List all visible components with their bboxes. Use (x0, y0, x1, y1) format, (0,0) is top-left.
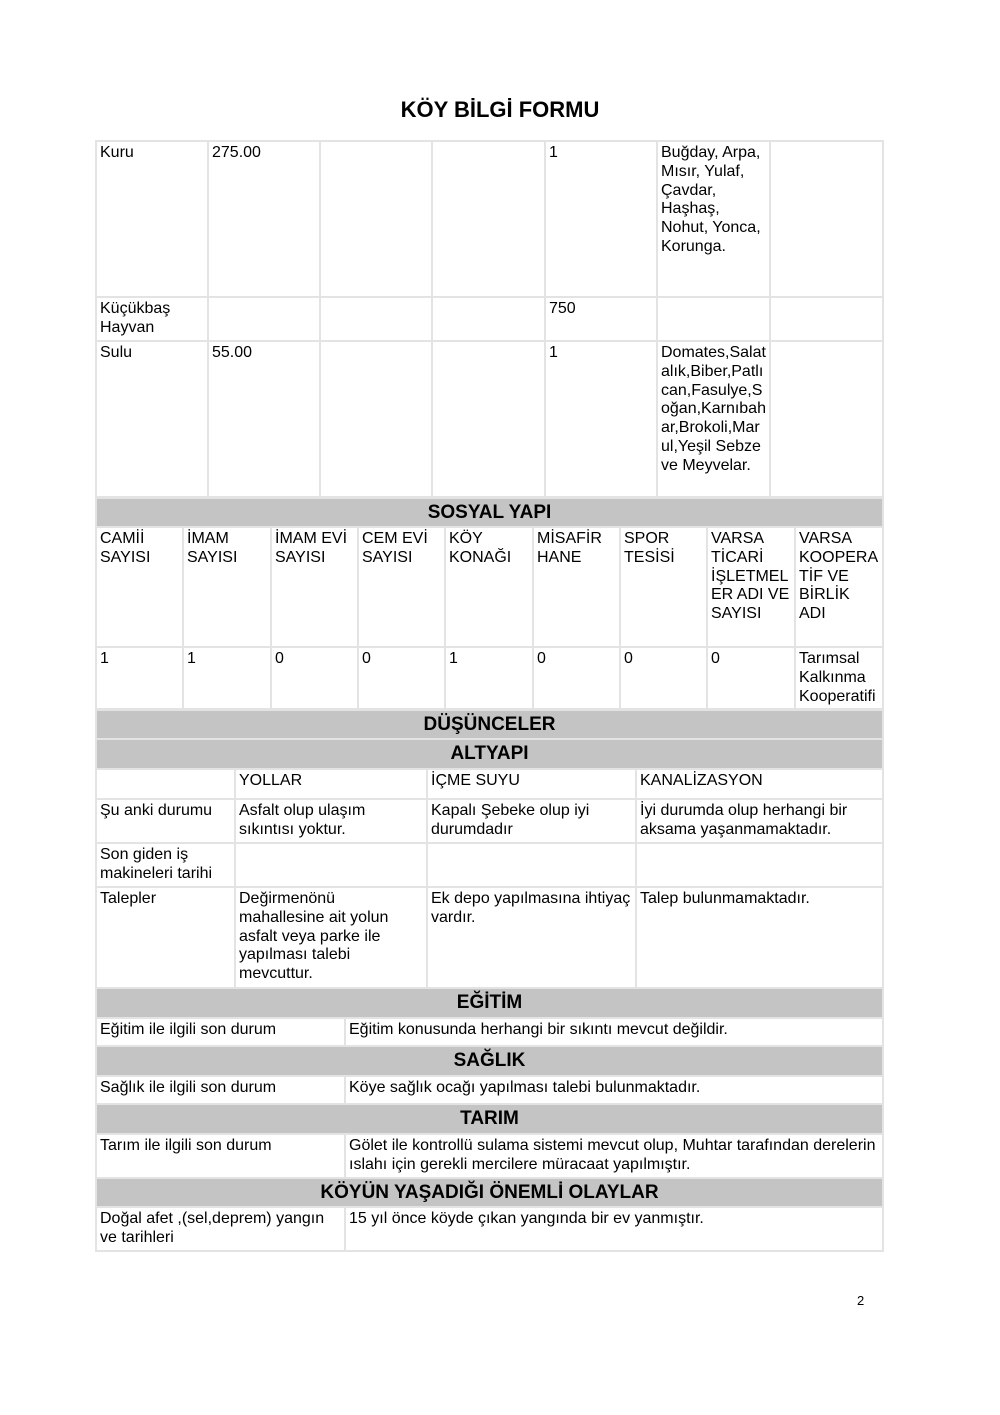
section-heading-events: KÖYÜN YAŞADIĞI ÖNEMLİ OLAYLAR (96, 1178, 883, 1207)
table-row (96, 887, 883, 988)
table-cell: Kapalı Şebeke olup iyi durumdadır (427, 799, 636, 843)
table-cell: 1 (445, 647, 533, 709)
section-heading-health: SAĞLIK (96, 1046, 883, 1076)
column-header: CAMİİ SAYISI (96, 527, 183, 647)
table-cell: 0 (533, 647, 620, 709)
table-row (96, 769, 883, 799)
section-heading-social: SOSYAL YAPI (96, 498, 883, 527)
table-row (96, 799, 883, 843)
crops-table (95, 140, 884, 498)
column-header: İMAM SAYISI (183, 527, 271, 647)
crop-count: 1 (545, 141, 657, 297)
table-cell (320, 297, 432, 341)
column-header: CEM EVİ SAYISI (358, 527, 445, 647)
column-header: KÖY KONAĞI (445, 527, 533, 647)
row-label: Talepler (96, 887, 235, 988)
table-cell: Ek depo yapılmasına ihtiyaç vardır. (427, 887, 636, 988)
column-header: İÇME SUYU (427, 769, 636, 799)
table-row (96, 1134, 883, 1178)
table-cell (235, 843, 427, 887)
table-row (96, 1207, 883, 1251)
table-cell: 0 (358, 647, 445, 709)
crop-products: Buğday, Arpa, Mısır, Yulaf, Çavdar, Haşhaş, Nohut, Yonca, Korunga. (657, 141, 770, 297)
crop-products: Domates,Salatalık,Biber,Patlıcan,Fasulye,Soğan,Karnıbahar,Brokoli,Marul,Yeşil Sebze ve Meyvelar. (657, 341, 770, 497)
table-cell (770, 341, 883, 497)
table-cell: Tarımsal Kalkınma Kooperatifi (795, 647, 883, 709)
page-number: 2 (857, 1293, 865, 1308)
table-row (96, 297, 883, 341)
section-heading-infrastructure: ALTYAPI (96, 739, 883, 769)
table-cell (320, 341, 432, 497)
section-heading-thoughts: DÜŞÜNCELER (96, 710, 883, 739)
crop-area: 275.00 (208, 141, 320, 297)
crop-type: Sulu (96, 341, 208, 497)
column-header: YOLLAR (235, 769, 427, 799)
row-label: Tarım ile ilgili son durum (96, 1134, 345, 1178)
table-cell: Değirmenönü mahallesine ait yolun asfalt veya parke ile yapılması talebi mevcuttur. (235, 887, 427, 988)
row-label: Sağlık ile ilgili son durum (96, 1076, 345, 1104)
row-label: Doğal afet ,(sel,deprem) yangın ve tarihleri (96, 1207, 345, 1251)
column-header: MİSAFİR HANE (533, 527, 620, 647)
table-cell (770, 297, 883, 341)
table-row (96, 843, 883, 887)
row-label: Eğitim ile ilgili son durum (96, 1018, 345, 1046)
table-cell: 15 yıl önce köyde çıkan yangında bir ev yanmıştır. (345, 1207, 883, 1251)
table-cell: 1 (96, 647, 183, 709)
column-header: SPOR TESİSİ (620, 527, 707, 647)
table-cell: 0 (271, 647, 358, 709)
table-row (96, 527, 883, 647)
column-header: İMAM EVİ SAYISI (271, 527, 358, 647)
table-cell (320, 141, 432, 297)
table-cell (427, 843, 636, 887)
social-table (95, 497, 884, 710)
page-title: KÖY BİLGİ FORMU (400, 97, 600, 122)
table-cell (432, 141, 545, 297)
row-label: Şu anki durumu (96, 799, 235, 843)
section-heading-agriculture: TARIM (96, 1104, 883, 1134)
column-header: KANALİZASYON (636, 769, 883, 799)
crop-type: Küçükbaş Hayvan (96, 297, 208, 341)
table-cell (770, 141, 883, 297)
column-header: VARSA KOOPERATİF VE BİRLİK ADI (795, 527, 883, 647)
table-cell (636, 843, 883, 887)
crop-count: 1 (545, 341, 657, 497)
table-cell (432, 297, 545, 341)
crop-area: 55.00 (208, 341, 320, 497)
table-cell: 0 (620, 647, 707, 709)
table-cell: Talep bulunmamaktadır. (636, 887, 883, 988)
table-cell (432, 341, 545, 497)
table-cell: Asfalt olup ulaşım sıkıntısı yoktur. (235, 799, 427, 843)
column-header: VARSA TİCARİ İŞLETMELER ADI VE SAYISI (707, 527, 795, 647)
table-cell: 1 (183, 647, 271, 709)
row-label: Son giden iş makineleri tarihi (96, 843, 235, 887)
table-cell: İyi durumda olup herhangi bir aksama yaşanmamaktadır. (636, 799, 883, 843)
column-header (96, 769, 235, 799)
table-cell: Gölet ile kontrollü sulama sistemi mevcut olup, Muhtar tarafından derelerin ıslahı için gerekli mercilere müracaat yapılmıştır. (345, 1134, 883, 1178)
crop-products (657, 297, 770, 341)
table-cell: 0 (707, 647, 795, 709)
table-cell: Eğitim konusunda herhangi bir sıkıntı mevcut değildir. (345, 1018, 883, 1046)
table-row (96, 1018, 883, 1046)
table-cell: Köye sağlık ocağı yapılması talebi bulunmaktadır. (345, 1076, 883, 1104)
infrastructure-table (95, 709, 884, 989)
table-row (96, 1076, 883, 1104)
crop-area (208, 297, 320, 341)
crop-type: Kuru (96, 141, 208, 297)
table-row (96, 341, 883, 497)
table-row (96, 141, 883, 297)
table-row (96, 647, 883, 709)
status-table (95, 987, 884, 1252)
crop-count: 750 (545, 297, 657, 341)
section-heading-education: EĞİTİM (96, 988, 883, 1018)
